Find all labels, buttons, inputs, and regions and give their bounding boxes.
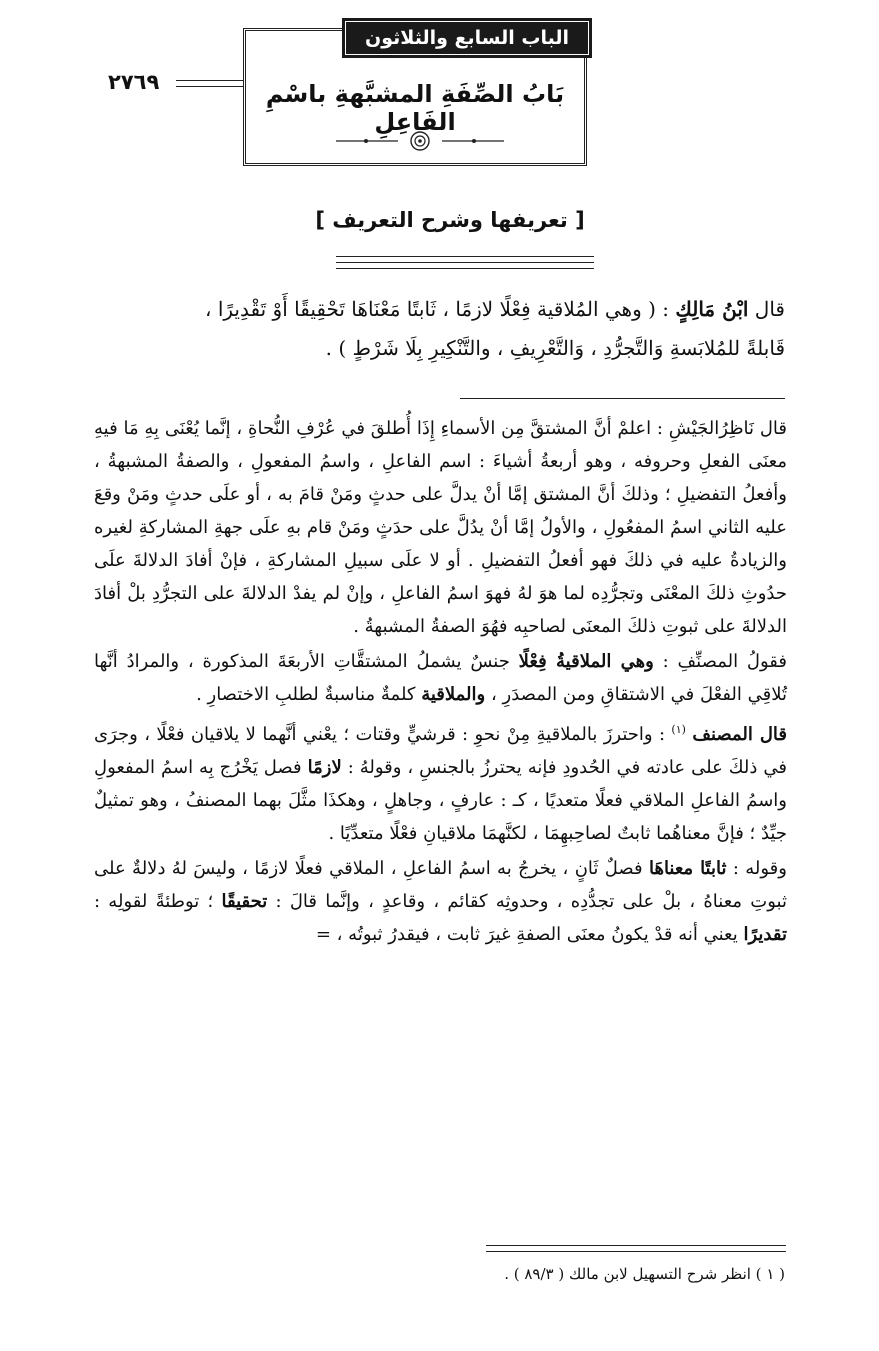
footnote: ( ١ ) انظر شرح التسهيل لابن مالك ( ٨٩/٣ ) . bbox=[504, 1265, 785, 1283]
page-number-line bbox=[176, 80, 244, 81]
page-number-line bbox=[176, 86, 244, 87]
footnote-rule bbox=[486, 1251, 786, 1252]
commentary-body bbox=[94, 412, 787, 953]
chapter-label: الباب السابع والثلاثون bbox=[342, 18, 592, 58]
heading-underline bbox=[336, 262, 594, 263]
paragraph: قال المصنف $^{(١)}$ : واحترزَ بالملاقيةِ مِنْ نحوِ : قرشيٍّ وقتات ؛ يعْني أنَّهما لا يلاقيان فعْلًا ، وجرَى في ذلكَ على عادته في الحُدودِ فإنه يحترزُ بالجنسِ ، وقولهُ : لازمًا فصل يَخْرُج بِه اسمُ المفعولِ واسمُ الفاعلِ الملاقي فعلًا متعديًا ، كـ : عارفٍ ، وجاهلٍ ، وهكذَا مثَّلَ بهما المصنفُ ، وهو تمثيلٌ جيِّدٌ ؛ فإنَّ معناهُما ثابتٌ لصاحِبهِمَا ، لكنَّهمَا ملاقيانِ فعْلًا متعدِّيًا . bbox=[94, 723, 787, 844]
matn-text bbox=[100, 290, 785, 368]
footnote-rule bbox=[486, 1245, 786, 1246]
paragraph: وقوله : ثابتًا معناهَا فصلٌ ثَانٍ ، يخرجُ به اسمُ الفاعلِ ، الملاقي فعلًا لازمًا ، وليسَ لهُ دلالةٌ على ثبوتِ معناهُ ، بلْ على تجدُّدِه ، وحدوثِه كقائم ، وقاعدٍ ، وإنَّما قالَ : تحقيقًا ؛ توطئةً لقولِه : تقديرًا يعني أنه قدْ يكونُ معنَى الصفةِ غيرَ ثابت ، فيقدرُ ثبوتُه ، = bbox=[94, 858, 787, 945]
page-number: ٢٧٦٩ bbox=[108, 70, 160, 94]
commentator-name: نَاظِرُالجَيْشِ bbox=[668, 418, 755, 439]
footnote-ref[interactable]: (١) bbox=[671, 723, 686, 736]
heading-underline bbox=[336, 268, 594, 269]
matn-line-1: قال ابْنُ مَالِكٍ : ( وهي المُلاقية فِعْلًا لازمًا ، ثَابتًا مَعْنَاهَا تَحْقِيقًا أَوْ تَقْدِيرًا ، bbox=[205, 297, 785, 321]
section-heading: [ تعريفها وشرح التعريف ] bbox=[315, 208, 585, 232]
matn-divider bbox=[460, 398, 785, 399]
paragraph: قال نَاظِرُالجَيْشِ : اعلمْ أنَّ المشتقَّ مِن الأسماءِ إِذَا أُطلقَ في عُرْفِ النُّحاةِ ، إنَّما يُعْنَى بِهِ مَا فيهِ معنَى الفعلِ وحروفه ، وهو أربعةُ أشياءَ : اسم الفاعلِ ، واسمُ المفعولِ ، والصفةُ المشبهةُ ، وأفعلُ التفضيلِ ؛ وذلكَ أنَّ المشتق إمَّا أنْ يدلَّ على حدثٍ ومَنْ قامَ به ، أو علَى حدثٍ ومَنْ وقعَ عليه الثاني اسمُ المفعُولِ ، والأولُ إمَّا أنْ يدُلَّ على حدَثٍ ومَنْ قام بهِ علَى جهةِ المشاركةِ لغيره والزيادةُ عليه في ذلكَ فهو أفعلُ التفضيلِ . أو لا علَى سبيلِ المشاركةِ ، فإنْ أفادَ الدلالةَ علَى حدُوثِ ذلكَ المعْنَى وتجرُّدِه لما هوَ لهُ فهوَ اسمُ الفاعلِ ، وإنْ لم يفدْ الدلالةَ على التجرُّدِ بلْ أفادَ الدلالةَ على ثبوتِ ذلكَ المعنَى لصاحبِه فهُوَ الصفةُ المشبهةُ . bbox=[94, 418, 787, 637]
chapter-title: بَابُ الصِّفَةِ المشبَّهةِ باسْمِ الفَاعِلِ bbox=[265, 80, 565, 136]
matn-line-2: قَابلةً للمُلابَسةِ وَالتَّجرُّدِ ، وَالتَّعْرِيفِ ، والتَّنْكِيرِ بِلَا شَرْطٍ ) . bbox=[325, 336, 785, 360]
paragraph: فقولُ المصنِّفِ : وهي الملاقيةُ فِعْلًا جنسٌ يشملُ المشتقَّاتِ الأربعَةَ المذكورة ، والمرادُ أنَّها تُلاقِي الفعْلَ في الاشتقاقِ ومن المصدَرِ ، والملاقية كلمةٌ مناسبةٌ لطلبِ الاختصارِ . bbox=[94, 651, 787, 705]
heading-underline bbox=[336, 256, 594, 257]
ornament-icon bbox=[336, 130, 504, 152]
matn-author: ابْنُ مَالِكٍ bbox=[675, 297, 749, 321]
